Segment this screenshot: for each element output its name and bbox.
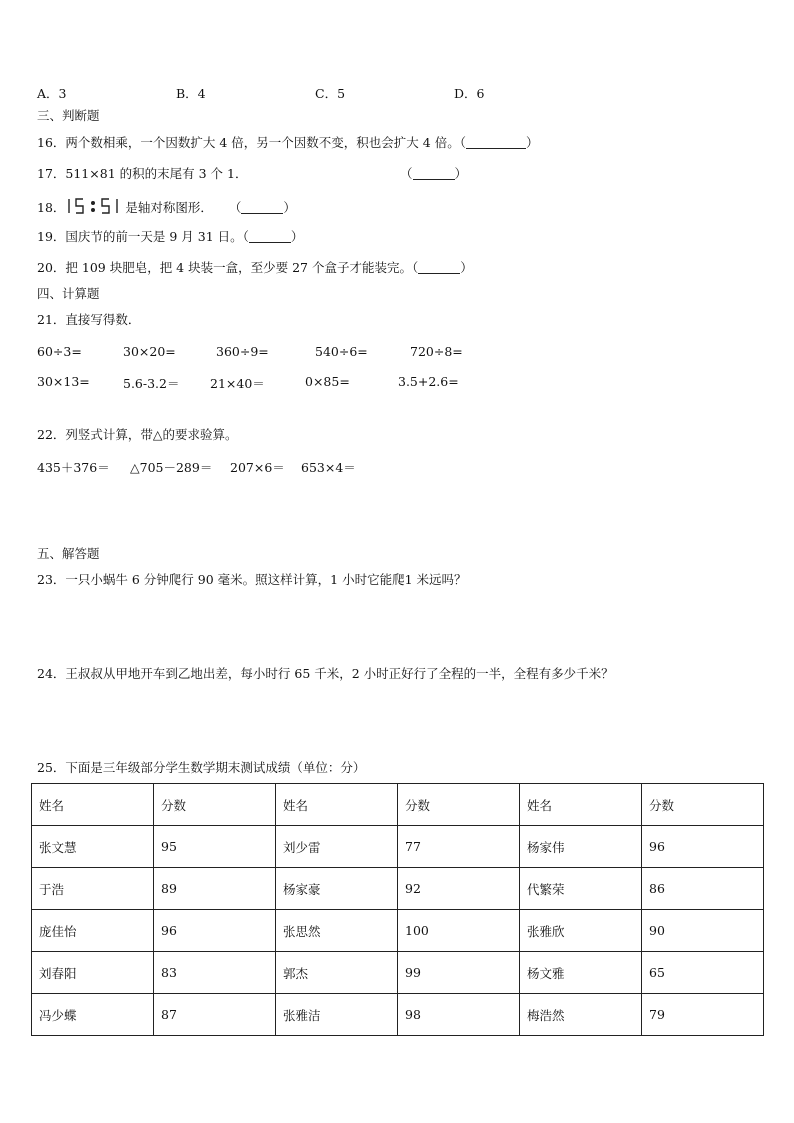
student-name: 张文慧 — [32, 826, 154, 868]
header-cell: 姓名 — [32, 784, 154, 826]
student-name: 杨家豪 — [276, 868, 398, 910]
header-cell: 姓名 — [520, 784, 642, 826]
question-25: 25．下面是三年级部分学生数学期末测试成绩（单位：分） — [37, 760, 366, 775]
score-value: 96 — [642, 826, 764, 868]
calc-item: 30×20= — [123, 344, 176, 359]
section-5-title: 五、解答题 — [37, 546, 100, 561]
score-value: 77 — [398, 826, 520, 868]
question-17-text: 17．511×81 的积的末尾有 3 个 1． — [37, 166, 248, 181]
question-17-open: （ — [400, 166, 413, 181]
score-value: 65 — [642, 952, 764, 994]
calc-item: 5.6-3.2＝ — [123, 376, 180, 391]
table-row — [32, 952, 764, 994]
table-row — [32, 910, 764, 952]
score-value: 90 — [642, 910, 764, 952]
calc-item: 360÷9= — [216, 344, 269, 359]
calc-item: 3.5+2.6= — [398, 374, 459, 389]
header-cell: 姓名 — [276, 784, 398, 826]
question-22: 22．列竖式计算，带△的要求验算。 — [37, 427, 238, 442]
scores-table — [31, 783, 764, 1036]
answer-blank-16[interactable] — [466, 136, 526, 149]
table-row — [32, 868, 764, 910]
student-name: 张思然 — [276, 910, 398, 952]
student-name: 郭杰 — [276, 952, 398, 994]
option-d: D．6 — [454, 86, 485, 101]
score-value: 89 — [154, 868, 276, 910]
vertical-calc-item: 207×6＝ — [230, 460, 285, 475]
table-header-row — [32, 784, 764, 826]
score-value: 92 — [398, 868, 520, 910]
score-value: 86 — [642, 868, 764, 910]
header-cell: 分数 — [398, 784, 520, 826]
option-a: A．3 — [37, 86, 67, 101]
calc-item: 720÷8= — [410, 344, 463, 359]
question-20-close: ） — [460, 260, 473, 275]
section-3-title: 三、判断题 — [37, 108, 100, 123]
question-17-answer — [400, 166, 467, 182]
student-name: 于浩 — [32, 868, 154, 910]
student-name: 杨家伟 — [520, 826, 642, 868]
question-18-close: ） — [283, 200, 296, 215]
student-name: 刘春阳 — [32, 952, 154, 994]
calc-item: 540÷6= — [315, 344, 368, 359]
table-row — [32, 994, 764, 1036]
question-21: 21．直接写得数． — [37, 312, 141, 327]
calc-item: 30×13= — [37, 374, 90, 389]
student-name: 冯少蝶 — [32, 994, 154, 1036]
calc-item: 21×40＝ — [210, 376, 265, 391]
header-cell: 分数 — [154, 784, 276, 826]
question-16-close: ） — [525, 135, 539, 150]
student-name: 张雅洁 — [276, 994, 398, 1036]
question-23: 23．一只小蜗牛 6 分钟爬行 90 毫米。照这样计算，1 小时它能爬1 米远吗？ — [37, 572, 467, 587]
digital-clock-figure — [65, 197, 125, 219]
answer-blank-17[interactable] — [413, 167, 455, 180]
question-19-close: ） — [290, 229, 304, 244]
score-value: 95 — [154, 826, 276, 868]
question-19 — [37, 229, 303, 245]
student-name: 张雅欣 — [520, 910, 642, 952]
score-value: 100 — [398, 910, 520, 952]
section-4-title: 四、计算题 — [37, 286, 100, 301]
student-name: 刘少雷 — [276, 826, 398, 868]
answer-blank-19[interactable] — [249, 230, 291, 243]
question-18-number: 18． — [37, 200, 66, 215]
score-value: 98 — [398, 994, 520, 1036]
question-18-open: （ — [228, 200, 242, 215]
option-b: B．4 — [176, 86, 206, 101]
calc-item: 60÷3= — [37, 344, 82, 359]
score-value: 79 — [642, 994, 764, 1036]
vertical-calc-item: △705－289＝ — [130, 460, 213, 475]
vertical-calc-item: 653×4＝ — [301, 460, 356, 475]
question-16 — [37, 135, 538, 151]
question-20 — [37, 260, 473, 276]
table-row — [32, 826, 764, 868]
student-name: 代繁荣 — [520, 868, 642, 910]
score-value: 87 — [154, 994, 276, 1036]
question-18-text: 是轴对称图形． — [125, 200, 213, 215]
question-24: 24．王叔叔从甲地开车到乙地出差，每小时行 65 千米，2 小时正好行了全程的一半，全程有多少千米？ — [37, 666, 614, 681]
question-18 — [37, 197, 296, 219]
score-value: 96 — [154, 910, 276, 952]
option-c: C．5 — [315, 86, 346, 101]
answer-blank-18[interactable] — [241, 201, 283, 214]
student-name: 杨文雅 — [520, 952, 642, 994]
question-16-text: 16．两个数相乘，一个因数扩大 4 倍，另一个因数不变，积也会扩大 4 倍。（ — [37, 135, 466, 150]
score-value: 99 — [398, 952, 520, 994]
question-19-text: 19．国庆节的前一天是 9 月 31 日。（ — [37, 229, 249, 244]
score-value: 83 — [154, 952, 276, 994]
student-name: 梅浩然 — [520, 994, 642, 1036]
vertical-calc-item: 435＋376＝ — [37, 460, 110, 475]
calc-item: 0×85= — [305, 374, 350, 389]
student-name: 庞佳怡 — [32, 910, 154, 952]
header-cell: 分数 — [642, 784, 764, 826]
question-17-close: ） — [454, 166, 468, 181]
answer-blank-20[interactable] — [418, 261, 460, 274]
question-20-text: 20．把 109 块肥皂，把 4 块装一盒，至少要 27 个盒子才能装完。（ — [37, 260, 419, 275]
